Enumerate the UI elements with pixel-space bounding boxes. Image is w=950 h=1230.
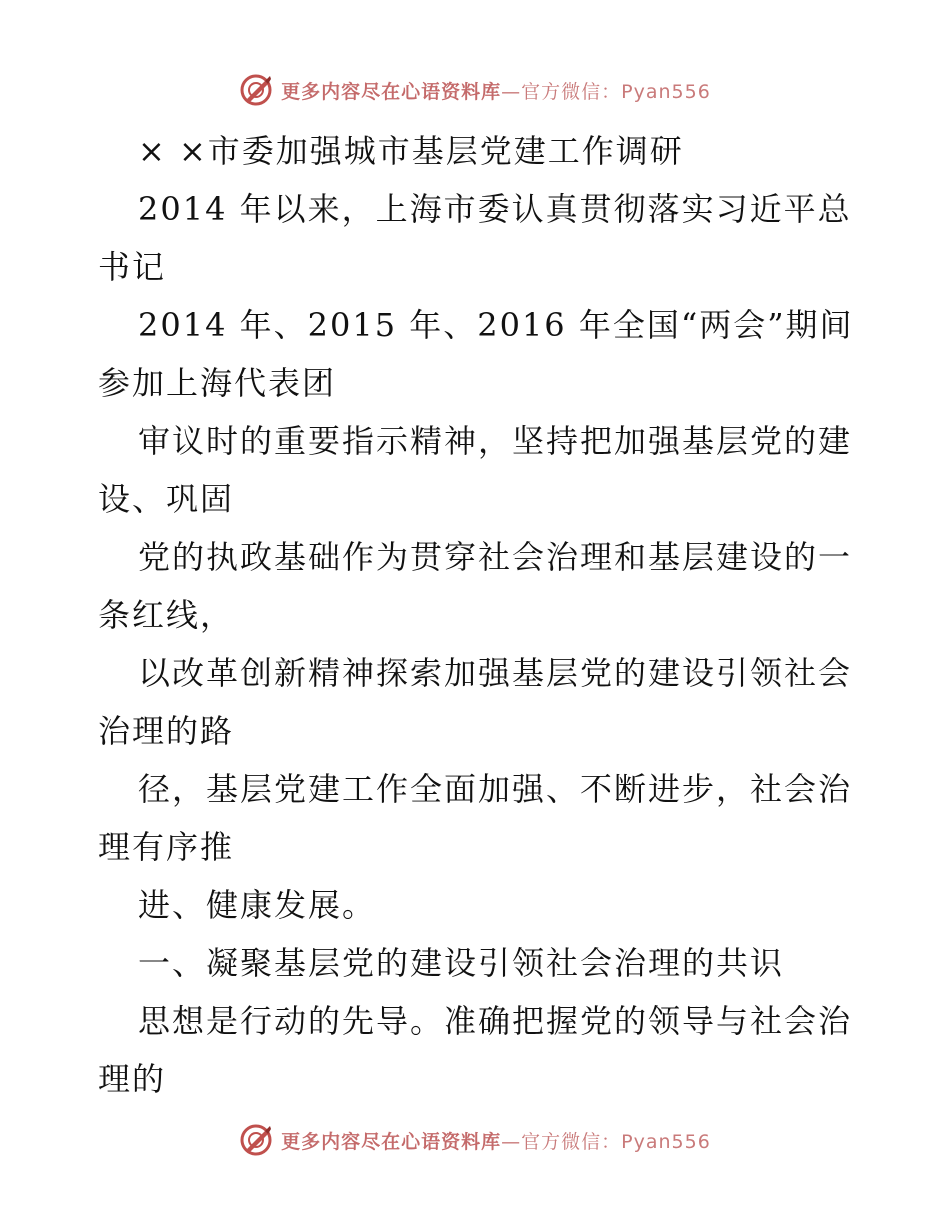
paragraph-line: 2014 年以来，上海市委认真贯彻落实习近平总 (138, 190, 852, 228)
footer-watermark-banner (0, 1120, 950, 1160)
header-separator: — (501, 80, 522, 103)
paragraph-line: 参加上海代表团 (98, 364, 337, 402)
paragraph-line: 书记 (98, 248, 167, 286)
section-heading: 一、凝聚基层党的建设引领社会治理的共识 (138, 944, 785, 982)
paragraph-line: 审议时的重要指示精神，坚持把加强基层党的建 (138, 422, 853, 460)
pen-logo-icon (239, 73, 273, 107)
header-brand-text: 更多内容尽在心语资料库 (281, 80, 502, 103)
footer-separator: — (501, 1130, 522, 1153)
footer-banner-text (281, 1127, 711, 1154)
footer-brand-text: 更多内容尽在心语资料库 (281, 1130, 502, 1153)
paragraph-line: 理的 (98, 1060, 167, 1098)
paragraph-line: 径，基层党建工作全面加强、不断进步，社会治 (138, 770, 853, 808)
footer-contact-text: 官方微信：Pyan556 (521, 1130, 711, 1153)
paragraph-line: 2014 年、2015 年、2016 年全国“两会”期间 (138, 306, 854, 344)
paragraph-line: 条红线， (98, 596, 235, 634)
header-banner-text (281, 77, 711, 104)
paragraph-line: 党的执政基础作为贯穿社会治理和基层建设的一 (138, 538, 853, 576)
paragraph-line: 治理的路 (98, 712, 235, 750)
header-watermark-banner (0, 70, 950, 110)
pen-logo-icon (239, 1123, 273, 1157)
paragraph-line: 以改革创新精神探索加强基层党的建设引领社会 (138, 654, 853, 692)
paragraph-line: 理有序推 (98, 828, 235, 866)
document-body (98, 122, 858, 1108)
header-contact-text: 官方微信：Pyan556 (521, 80, 711, 103)
paragraph-line: 思想是行动的先导。准确把握党的领导与社会治 (138, 1002, 853, 1040)
document-title: × ×市委加强城市基层党建工作调研 (138, 132, 684, 170)
paragraph-line: 设、巩固 (98, 480, 235, 518)
paragraph-line: 进、健康发展。 (138, 886, 377, 924)
